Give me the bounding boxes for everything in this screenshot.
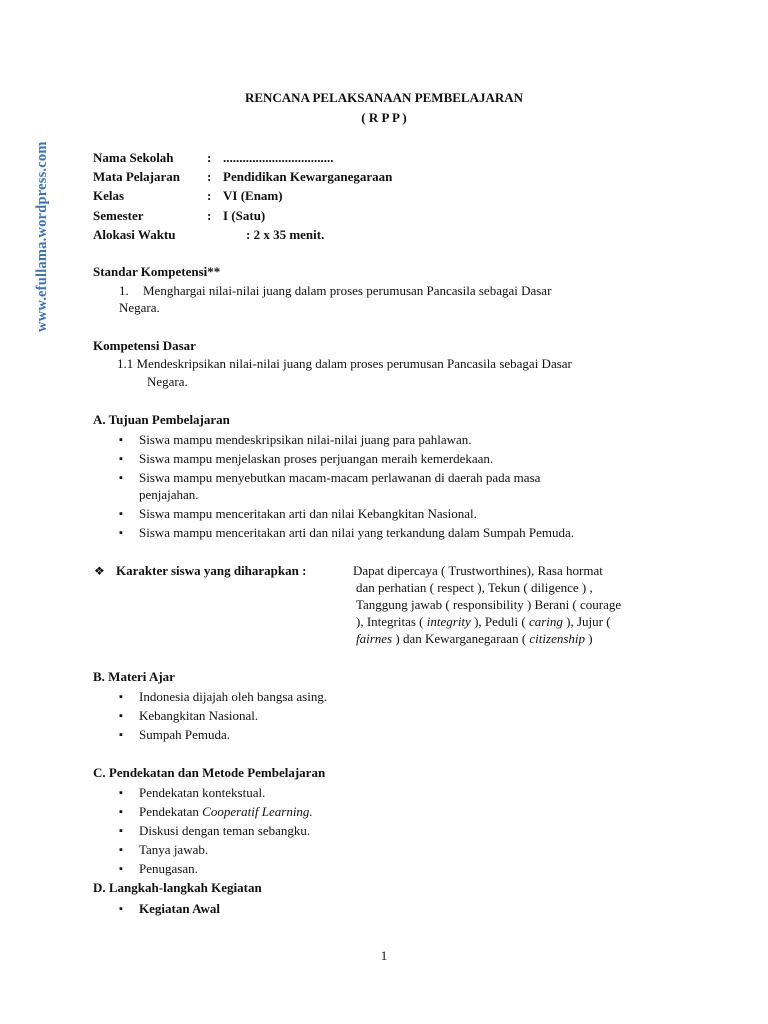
info-colon: : bbox=[207, 169, 212, 184]
kompetensi-dasar-heading: Kompetensi Dasar bbox=[93, 338, 196, 353]
info-value: VI (Enam) bbox=[223, 188, 283, 203]
karakter-text: ), Peduli ( bbox=[474, 614, 526, 629]
materi-heading: B. Materi Ajar bbox=[93, 669, 175, 684]
info-colon: : bbox=[207, 188, 212, 203]
document-subtitle: ( R P P ) bbox=[361, 110, 407, 125]
karakter-text: ), Jujur ( bbox=[566, 614, 611, 629]
karakter-text: ) bbox=[588, 631, 593, 646]
pendekatan-item: Pendekatan kontekstual. bbox=[139, 785, 266, 800]
karakter-line4 bbox=[356, 614, 611, 630]
bullet-icon: ▪ bbox=[119, 508, 123, 520]
bullet-icon: ▪ bbox=[119, 844, 123, 856]
info-label: Alokasi Waktu bbox=[93, 227, 176, 242]
karakter-line1: Dapat dipercaya ( Trustworthines), Rasa hormat bbox=[353, 563, 603, 578]
bullet-icon: ▪ bbox=[119, 806, 123, 818]
materi-item: Indonesia dijajah oleh bangsa asing. bbox=[139, 689, 328, 704]
bullet-icon: ▪ bbox=[119, 434, 123, 446]
info-label: Nama Sekolah bbox=[93, 150, 174, 165]
karakter-term: fairnes bbox=[356, 631, 393, 646]
info-colon: : bbox=[207, 208, 212, 223]
karakter-text: ) dan Kewarganegaraan ( bbox=[395, 631, 527, 646]
info-label: Kelas bbox=[93, 188, 125, 203]
standar-text-line1: Menghargai nilai-nilai juang dalam proses perumusan Pancasila sebagai Dasar bbox=[143, 283, 552, 298]
tujuan-item: Siswa mampu menyebutkan macam-macam perlawanan di daerah pada masa bbox=[139, 470, 541, 485]
tujuan-item: Siswa mampu menceritakan arti dan nilai yang terkandung dalam Sumpah Pemuda. bbox=[139, 525, 575, 540]
bullet-icon: ▪ bbox=[119, 691, 123, 703]
karakter-text: ), Integritas ( bbox=[356, 614, 424, 629]
page-number: 1 bbox=[380, 948, 388, 963]
tujuan-item: Siswa mampu menjelaskan proses perjuangan meraih kemerdekaan. bbox=[139, 451, 494, 466]
bullet-icon: ▪ bbox=[119, 863, 123, 875]
info-label: Semester bbox=[93, 208, 144, 223]
tujuan-item: Siswa mampu mendeskripsikan nilai-nilai juang para pahlawan. bbox=[139, 432, 472, 447]
materi-item: Sumpah Pemuda. bbox=[139, 727, 230, 742]
karakter-line5 bbox=[356, 631, 593, 647]
bullet-icon: ▪ bbox=[119, 527, 123, 539]
bullet-icon: ▪ bbox=[119, 710, 123, 722]
standar-kompetensi-heading: Standar Kompetensi** bbox=[93, 264, 221, 279]
karakter-term: citizenship bbox=[529, 631, 586, 646]
karakter-heading: Karakter siswa yang diharapkan : bbox=[116, 563, 307, 578]
bullet-icon: ▪ bbox=[119, 825, 123, 837]
info-value: .................................. bbox=[223, 150, 334, 165]
tujuan-item-continued: penjajahan. bbox=[139, 487, 199, 502]
side-watermark-url: www.efullama.wordpress.com bbox=[34, 141, 50, 332]
langkah-item: Kegiatan Awal bbox=[139, 901, 221, 916]
standar-number: 1. bbox=[119, 283, 129, 298]
info-value: Pendidikan Kewarganegaraan bbox=[223, 169, 393, 184]
diamond-bullet-icon: ❖ bbox=[94, 564, 105, 578]
karakter-term: integrity bbox=[426, 614, 471, 629]
info-colon: : bbox=[207, 150, 212, 165]
info-value: : 2 x 35 menit. bbox=[246, 227, 325, 242]
bullet-icon: ▪ bbox=[119, 729, 123, 741]
tujuan-item: Siswa mampu menceritakan arti dan nilai Kebangkitan Nasional. bbox=[139, 506, 477, 521]
pendekatan-item: Tanya jawab. bbox=[139, 842, 209, 857]
pendekatan-item: Penugasan. bbox=[139, 861, 198, 876]
tujuan-heading: A. Tujuan Pembelajaran bbox=[93, 412, 230, 427]
standar-text-line2: Negara. bbox=[119, 300, 160, 315]
kompetensi-text-line1: 1.1 Mendeskripsikan nilai-nilai juang dalam proses perumusan Pancasila sebagai Dasar bbox=[117, 356, 572, 371]
pendekatan-item-text: Pendekatan bbox=[139, 804, 199, 819]
bullet-icon: ▪ bbox=[119, 453, 123, 465]
pendekatan-item-term: Cooperatif Learning. bbox=[202, 804, 313, 819]
karakter-term: caring bbox=[528, 614, 563, 629]
karakter-line2: dan perhatian ( respect ), Tekun ( diligence ) , bbox=[356, 580, 593, 595]
pendekatan-heading: C. Pendekatan dan Metode Pembelajaran bbox=[93, 765, 326, 780]
info-value: I (Satu) bbox=[223, 208, 266, 223]
materi-item: Kebangkitan Nasional. bbox=[139, 708, 259, 723]
document-title: RENCANA PELAKSANAAN PEMBELAJARAN bbox=[244, 90, 524, 105]
karakter-line3: Tanggung jawab ( responsibility ) Berani ( courage bbox=[356, 597, 622, 612]
langkah-heading: D. Langkah-langkah Kegiatan bbox=[93, 880, 262, 895]
bullet-icon: ▪ bbox=[119, 472, 123, 484]
info-label: Mata Pelajaran bbox=[93, 169, 181, 184]
bullet-icon: ▪ bbox=[119, 903, 123, 915]
kompetensi-text-line2: Negara. bbox=[147, 374, 188, 389]
bullet-icon: ▪ bbox=[119, 787, 123, 799]
pendekatan-item: Diskusi dengan teman sebangku. bbox=[139, 823, 311, 838]
pendekatan-item bbox=[139, 804, 313, 820]
